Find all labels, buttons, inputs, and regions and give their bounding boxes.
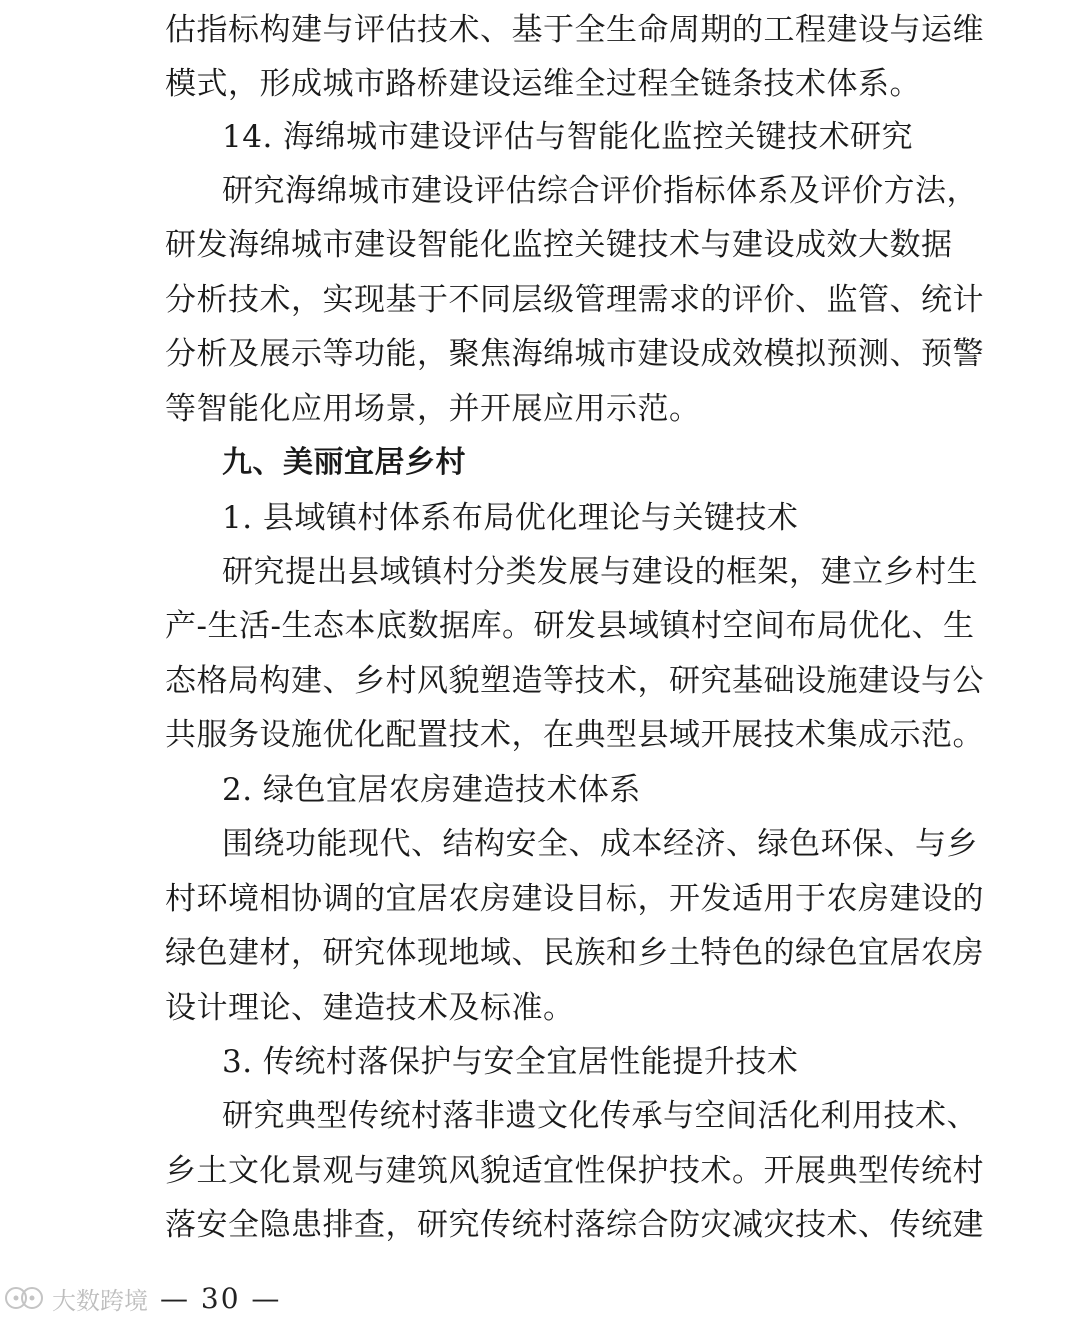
body-text-line: 研发海绵城市建设智能化监控关键技术与建设成效大数据 [165,227,953,263]
section-subheading: 1. 县域镇村体系布局优化理论与关键技术 [222,500,799,536]
body-text-line: 共服务设施优化配置技术，在典型县域开展技术集成示范。 [165,717,984,753]
section-subheading: 2. 绿色宜居农房建造技术体系 [222,772,641,808]
body-text-line: 分析技术，实现基于不同层级管理需求的评价、监管、统计 [165,282,984,318]
watermark-logo-icon [4,1285,46,1311]
body-text-line: 模式，形成城市路桥建设运维全过程全链条技术体系。 [165,66,921,102]
body-text-line: 设计理论、建造技术及标准。 [165,990,575,1026]
watermark-text: 大数跨境 [52,1286,148,1315]
body-text-line: 乡土文化景观与建筑风貌适宜性保护技术。开展典型传统村 [165,1153,984,1189]
page-number: — 30 — [160,1282,282,1315]
body-text-line: 估指标构建与评估技术、基于全生命周期的工程建设与运维 [165,12,984,48]
body-text-line: 研究典型传统村落非遗文化传承与空间活化利用技术、 [222,1098,978,1134]
body-text-line: 绿色建材，研究体现地域、民族和乡土特色的绿色宜居农房 [165,935,984,971]
section-heading: 九、美丽宜居乡村 [222,445,466,480]
body-text-line: 村环境相协调的宜居农房建设目标，开发适用于农房建设的 [165,881,984,917]
body-text-line: 分析及展示等功能，聚焦海绵城市建设成效模拟预测、预警 [165,336,984,372]
section-subheading: 14. 海绵城市建设评估与智能化监控关键技术研究 [222,119,914,155]
body-text-line: 态格局构建、乡村风貌塑造等技术，研究基础设施建设与公 [165,663,984,699]
section-subheading: 3. 传统村落保护与安全宜居性能提升技术 [222,1044,799,1080]
body-text-line: 研究提出县域镇村分类发展与建设的框架，建立乡村生 [222,554,978,590]
body-text-line: 落安全隐患排查，研究传统村落综合防灾减灾技术、传统建 [165,1207,984,1243]
body-text-line: 研究海绵城市建设评估综合评价指标体系及评价方法， [222,173,978,209]
body-text-line: 围绕功能现代、结构安全、成本经济、绿色环保、与乡 [222,826,978,862]
body-text-line: 产-生活-生态本底数据库。研发县域镇村空间布局优化、生 [165,608,975,644]
body-text-line: 等智能化应用场景，并开展应用示范。 [165,391,701,427]
watermark [4,1283,148,1313]
